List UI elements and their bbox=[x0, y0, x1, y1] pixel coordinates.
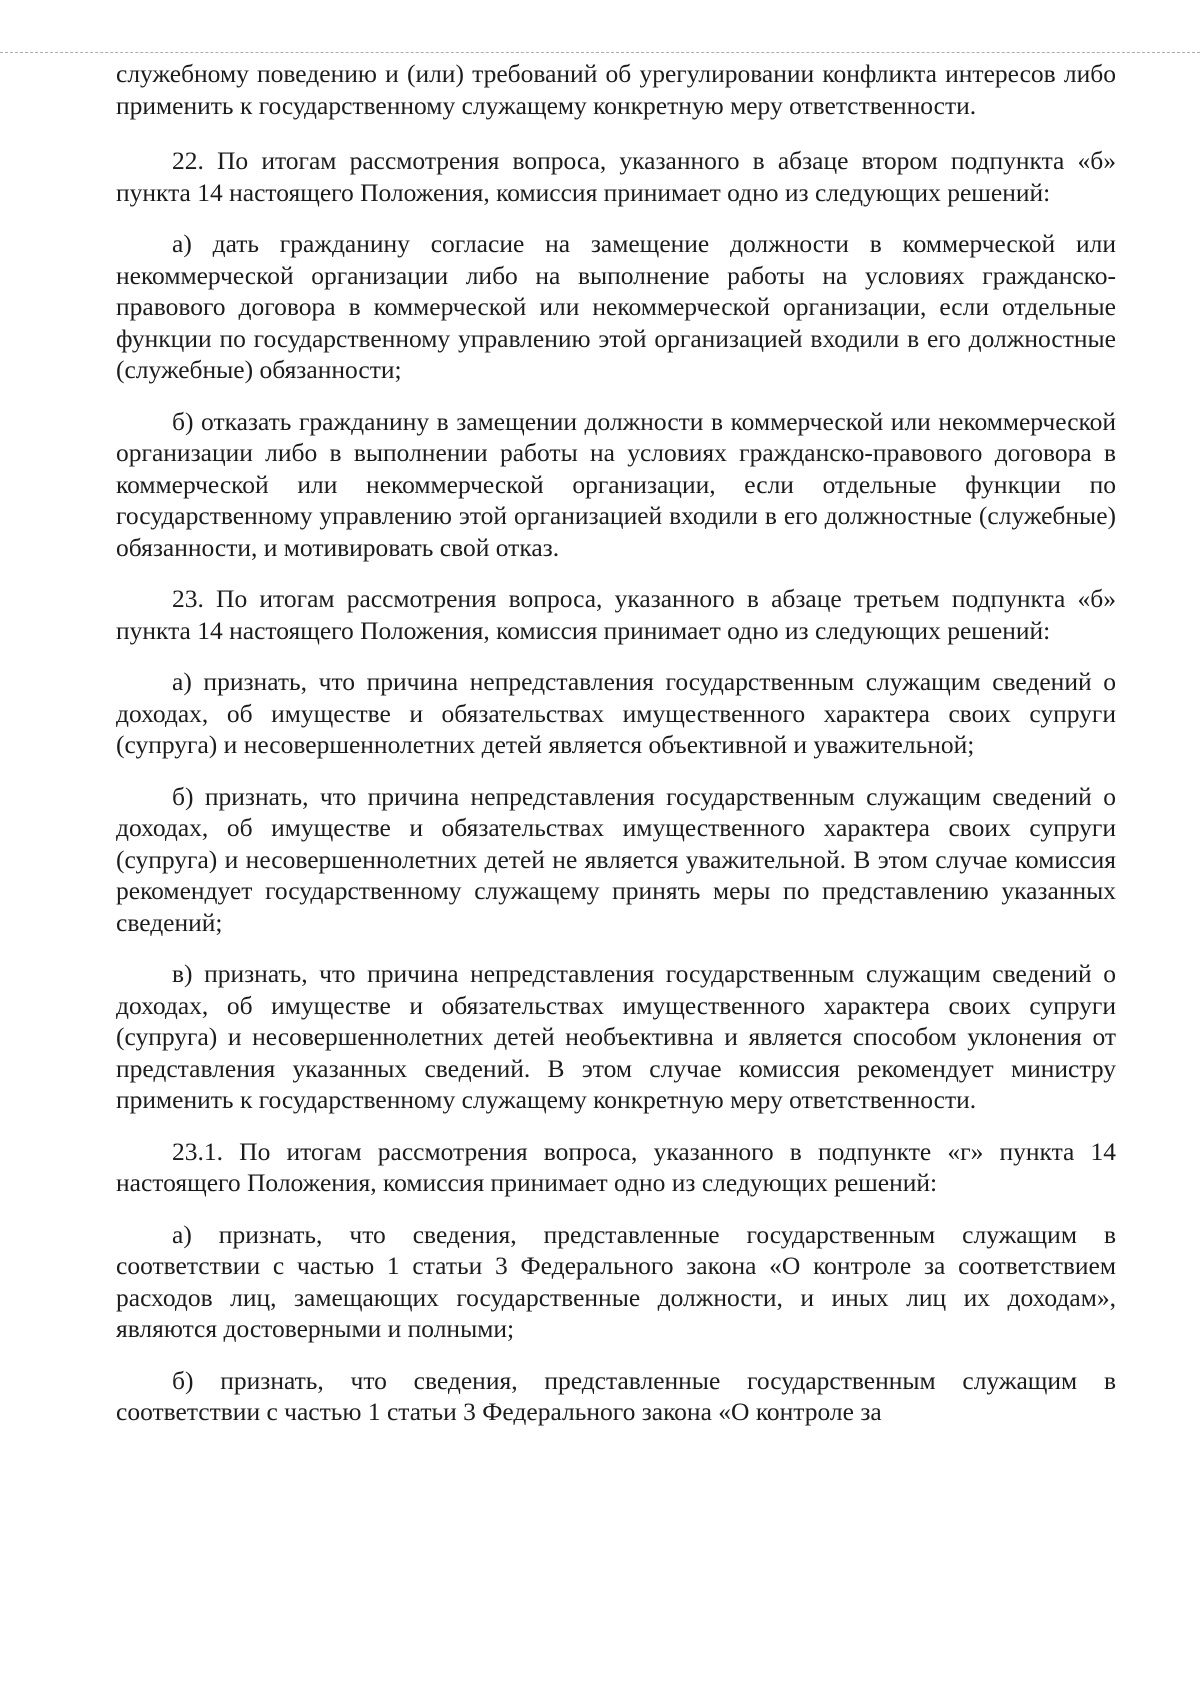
paragraph-22: 22. По итогам рассмотрения вопроса, указанного в абзаце втором подпункта «б» пункта 14 настоящего Положения, комиссия принимает одно из следующих решений: bbox=[116, 146, 1116, 207]
paragraph-23-b: б) признать, что причина непредставления государственным служащим сведений о доходах, об имуществе и обязательствах имущественного характера своих супруги (супруга) и несовершеннолетних детей не является уважительной. В этом случае комиссия рекомендует государственному служащему принять меры по представлению указанных сведений; bbox=[116, 781, 1116, 937]
paragraph-23: 23. По итогам рассмотрения вопроса, указанного в абзаце третьем подпункта «б» пункта 14 настоящего Положения, комиссия принимает одно из следующих решений: bbox=[116, 584, 1116, 645]
paragraph-23-c: в) признать, что причина непредставления государственным служащим сведений о доходах, об имуществе и обязательствах имущественного характера своих супруги (супруга) и несовершеннолетних детей необъективна и является способом уклонения от представления указанных сведений. В этом случае комиссия рекомендует министру применить к государственному служащему конкретную меру ответственности. bbox=[116, 959, 1116, 1114]
paragraph-23-1-b: б) признать, что сведения, представленные государственным служащим в соответствии с частью 1 статьи 3 Федерального закона «О контроле за bbox=[116, 1365, 1116, 1426]
paragraph-22-a: а) дать гражданину согласие на замещение должности в коммерческой или некоммерческой организации либо на выполнение работы на условиях гражданско-правового договора в коммерческой или некоммерческой организации, если отдельные функции по государственному управлению этой организацией входили в его должностные (служебные) обязанности; bbox=[116, 229, 1116, 384]
paragraph-continuation: служебному поведению и (или) требований об урегулировании конфликта интересов либо применить к государственному служащему конкретную меру ответственности. bbox=[116, 59, 1116, 120]
document-page bbox=[116, 58, 1116, 1448]
paragraph-23-1-a: а) признать, что сведения, представленные государственным служащим в соответствии с частью 1 статьи 3 Федерального закона «О контроле за соответствием расходов лиц, замещающих государственные должности, и иных лиц их доходам», являются достоверными и полными; bbox=[116, 1219, 1116, 1343]
paragraph-23-1: 23.1. По итогам рассмотрения вопроса, указанного в подпункте «г» пункта 14 настоящего Положения, комиссия принимает одно из следующих решений: bbox=[116, 1136, 1116, 1197]
paragraph-23-a: а) признать, что причина непредставления государственным служащим сведений о доходах, об имуществе и обязательствах имущественного характера своих супруги (супруга) и несовершеннолетних детей является объективной и уважительной; bbox=[116, 667, 1116, 759]
scan-artifact-line bbox=[0, 52, 1200, 53]
paragraph-22-b: б) отказать гражданину в замещении должности в коммерческой или некоммерческой организации либо в выполнении работы на условиях гражданско-правового договора в коммерческой или некоммерческой организации, если отдельные функции по государственному управлению этой организацией входили в его должностные (служебные) обязанности, и мотивировать свой отказ. bbox=[116, 406, 1116, 562]
